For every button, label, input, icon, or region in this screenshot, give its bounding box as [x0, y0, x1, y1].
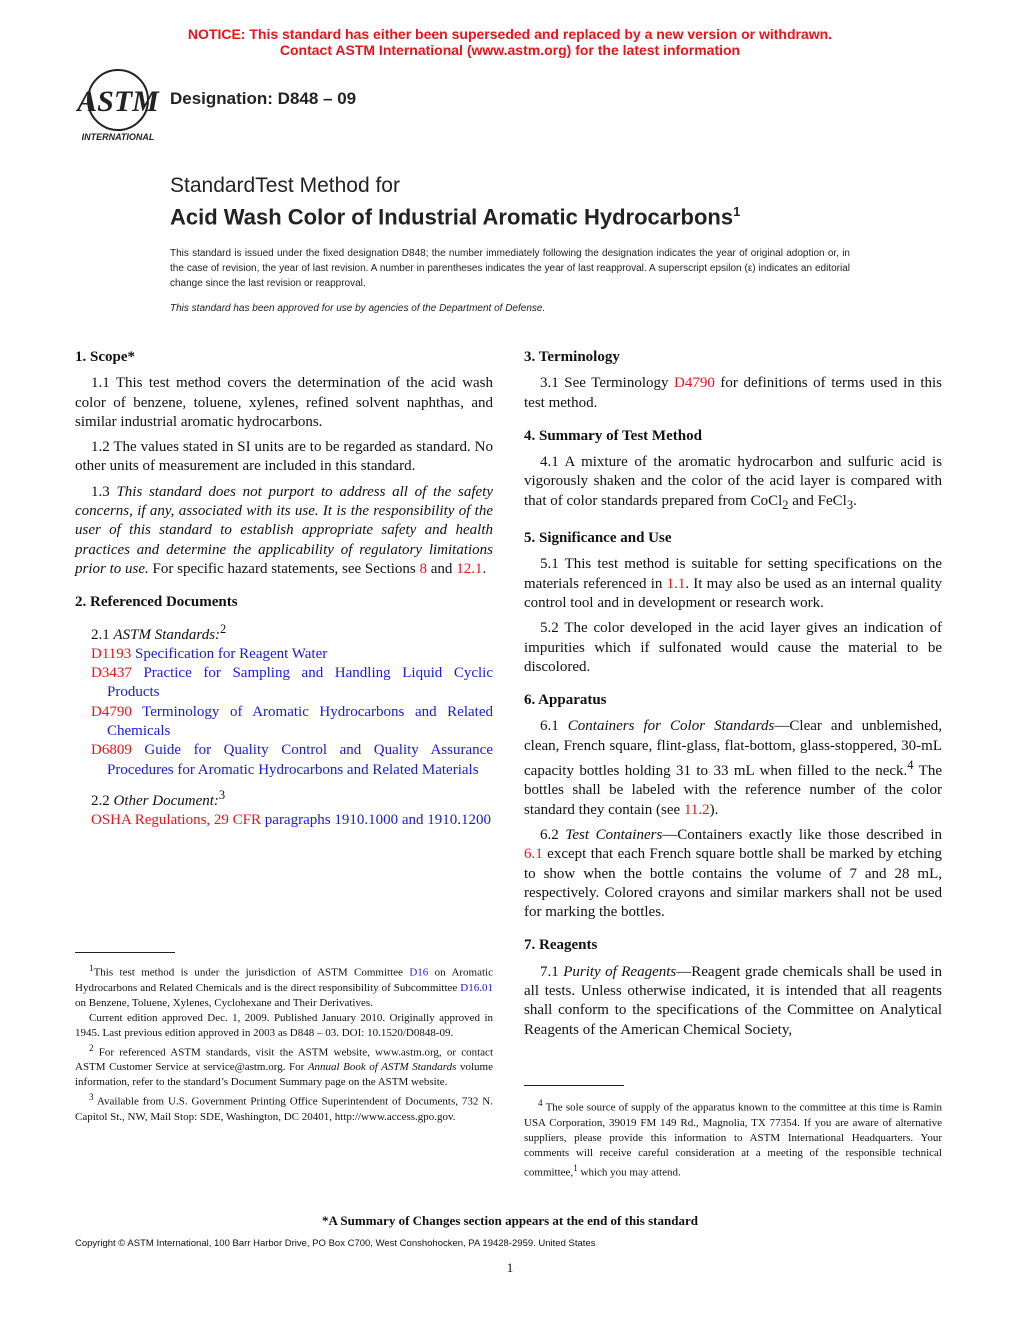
- text-run: Containers for Color Standards: [567, 718, 775, 735]
- paragraph-4-1: [524, 453, 942, 515]
- text-run: 5.2 The color developed in the acid layer gives an indication of impurities which if sulfonated would cause the material to be discolored.: [524, 620, 942, 675]
- text-run: Other Document:: [113, 792, 219, 809]
- text-run: ).: [709, 801, 719, 818]
- text-run: —Clear and unblemished, clean, French square, flint-glass, flat-bottom, glass-stoppered, 30-mL capacity bottles holding 31 to 33 mL when filled to the neck.: [524, 718, 943, 780]
- paragraph-2-2: [75, 786, 493, 811]
- text-run: 2.1: [91, 626, 114, 643]
- title-line-2: [170, 199, 740, 230]
- footnote-1-edition: [75, 1011, 493, 1041]
- section-heading: 2. Referenced Documents: [75, 594, 238, 611]
- cross-reference-link[interactable]: D16.01: [460, 981, 493, 994]
- issuance-note: This standard is issued under the fixed designation D848; the number immediately following the designation indicates the year of original adoption or, in the case of revision, the year of last revision. A number in parentheses indicates the year of last reapproval. A superscript epsilon (ε) indicates an editorial change since the last revision or reapproval.: [170, 248, 850, 289]
- designation: Designation: D848 – 09: [170, 89, 357, 108]
- text-run: For referenced ASTM standards, visit the ASTM website, www.astm.org, or contact ASTM Customer Service at service@astm.org. For: [75, 1046, 493, 1074]
- text-run: for definitions of terms used in this test method.: [524, 375, 942, 411]
- footnote-marker: 2: [220, 621, 227, 636]
- cross-reference-link[interactable]: Guide for Quality Control and Quality Assurance Procedures for Aromatic Hydrocarbons and Related Materials: [107, 742, 493, 778]
- cross-reference-link[interactable]: D4790: [674, 375, 715, 392]
- text-run: This standard does not purport to address all of the safety concerns, if any, associated with its use. It is the responsibility of the user of this standard to establish appropriate safety and health practices and determine the applicability of regulatory limitations prior to use.: [75, 483, 494, 577]
- text-run: ASTM Standards:: [113, 626, 221, 643]
- astm-logo: [76, 68, 160, 144]
- text-run: and FeCl: [788, 492, 847, 509]
- section-heading: 6. Apparatus: [524, 692, 607, 709]
- page-number: 1: [506, 1260, 514, 1275]
- section-heading: 7. Reagents: [524, 937, 598, 954]
- text-run: on Benzene, Toluene, Xylenes, Cyclohexane and Their Derivatives.: [75, 996, 373, 1009]
- text-run: Annual Book of ASTM Standards: [307, 1061, 457, 1074]
- footnote-marker: 1: [573, 1162, 578, 1173]
- paragraph-5-1: [524, 555, 942, 613]
- text-run: and: [427, 560, 457, 577]
- notice-line-1: NOTICE: This standard has either been superseded and replaced by a new version or withdrawn.: [187, 26, 833, 42]
- text-run: —Reagent grade chemicals shall be used in all tests. Unless otherwise indicated, it is intended that all reagents shall conform to the specifications of the Committee on Analytical Reagents of the American Chemical Society,: [524, 963, 943, 1038]
- cross-reference-link[interactable]: Practice for Sampling and Handling Liquid Cyclic Products: [107, 665, 493, 701]
- svg-text:ASTM: ASTM: [77, 85, 159, 118]
- paragraph-3-1: [524, 374, 942, 413]
- cross-reference-link[interactable]: Specification for Reagent Water: [131, 645, 328, 662]
- footnote-marker: 4: [907, 758, 914, 773]
- text-run: . It may also be used as an internal quality control tool and in development or research work.: [524, 575, 942, 611]
- section-heading: 4. Summary of Test Method: [524, 427, 702, 444]
- text-run: which you may attend.: [577, 1166, 681, 1179]
- cross-reference-link[interactable]: 11.2: [683, 801, 710, 818]
- footnote-marker: 3: [218, 787, 226, 802]
- text-run: Purity of Reagents: [563, 963, 677, 980]
- text-run: 1.3: [91, 483, 117, 500]
- text-run: 4.1 A mixture of the aromatic hydrocarbon and sulfuric acid is vigorously shaken and the color of the acid layer is compared with that of color standards prepared from CoCl: [524, 454, 942, 509]
- paragraph-1-3: [75, 483, 493, 579]
- cross-reference-link[interactable]: D4790: [91, 703, 132, 720]
- cross-reference-link[interactable]: D16: [409, 966, 429, 979]
- reference-item[interactable]: [91, 703, 493, 742]
- text-run: .: [853, 492, 857, 509]
- text-run: For specific hazard statements, see Sections: [148, 560, 420, 577]
- right-column: [524, 348, 942, 1046]
- paragraph-6-1: [524, 717, 942, 819]
- text-run: 1.2 The values stated in SI units are to be regarded as standard. No other units of measurement are included in this standard.: [75, 439, 493, 475]
- footnote-divider: [524, 1085, 624, 1086]
- paragraph-6-2: [524, 826, 942, 922]
- footnote-4: [524, 1096, 942, 1180]
- text-run: Available from U.S. Government Printing Office Superintendent of Documents, 732 N. Capitol St., NW, Mail Stop: SDE, Washington, DC 20401, http://www.access.gpo.gov.: [75, 1095, 493, 1123]
- superseded-notice: [0, 26, 1020, 58]
- section-heading: 5. Significance and Use: [524, 530, 672, 547]
- text-run: 6.2: [540, 826, 566, 843]
- text-run: The sole source of supply of the apparatus known to the committee at this time is Ramin USA Corporation, 39019 FM 149 Rd., Magnolia, TX 77354. If you are aware of alternative suppliers, please provide this information to ASTM International Headquarters. Your comments will receive careful consideration at a meeting of the responsible technical committee,: [524, 1101, 942, 1179]
- reference-item[interactable]: [91, 645, 493, 664]
- abstract: [170, 246, 850, 316]
- section-heading: 1. Scope*: [75, 349, 135, 365]
- paragraph-1-1: [75, 374, 493, 432]
- copyright: Copyright © ASTM International, 100 Barr Harbor Drive, PO Box C700, West Conshohocken, PA 19428-2959. United States: [75, 1238, 596, 1249]
- svg-text:INTERNATIONAL: INTERNATIONAL: [81, 132, 155, 142]
- text-run: on Aromatic Hydrocarbons and Related Chemicals and is the direct responsibility of Subcommittee: [75, 966, 493, 994]
- text-run: 2: [782, 497, 789, 512]
- text-run: 3.1 See Terminology: [540, 375, 675, 392]
- text-run: 3: [846, 497, 854, 512]
- text-run: This test method is under the jurisdiction of ASTM Committee: [93, 966, 410, 979]
- section-heading: 3. Terminology: [524, 349, 620, 365]
- cross-reference-link[interactable]: D6809: [91, 742, 132, 759]
- cross-reference-link[interactable]: paragraphs 1910.1000 and 1910.1200: [261, 812, 491, 829]
- footnote-2: [75, 1041, 493, 1091]
- reference-item[interactable]: [91, 741, 493, 780]
- title-main: Acid Wash Color of Industrial Aromatic Hydrocarbons: [170, 204, 734, 230]
- dod-approval-note: This standard has been approved for use by agencies of the Department of Defense.: [170, 303, 546, 314]
- title-footnote-ref: 1: [733, 204, 741, 219]
- text-run: volume information, refer to the standard’s Document Summary page on the ASTM website.: [75, 1061, 493, 1089]
- osha-reference[interactable]: [91, 811, 493, 830]
- cross-reference-link[interactable]: 1.1: [666, 575, 686, 592]
- text-run: —Containers exactly like those described in: [662, 826, 942, 843]
- footnote-marker: 4: [538, 1098, 543, 1108]
- title-line-1: StandardTest Method for: [170, 174, 400, 197]
- footnote-3: [75, 1090, 493, 1125]
- paragraph-1-2: [75, 438, 493, 477]
- footnote-divider: [75, 952, 175, 953]
- text-run: 5.1 This test method is suitable for setting specifications on the materials referenced in: [524, 556, 942, 592]
- summary-of-changes-note: *A Summary of Changes section appears at the end of this standard: [322, 1213, 698, 1228]
- footnote-marker: 1: [89, 963, 94, 973]
- footnotes-left: [75, 961, 493, 1125]
- text-run: 6.1: [540, 718, 568, 735]
- paragraph-5-2: [524, 619, 942, 677]
- cross-reference-link[interactable]: 6.1: [524, 846, 543, 863]
- text-run: The bottles shall be labeled with the reference number of the color standard they contain (see: [524, 763, 942, 818]
- cross-reference-link[interactable]: Terminology of Aromatic Hydrocarbons and Related Chemicals: [107, 703, 493, 740]
- cross-reference-link[interactable]: D3437: [91, 665, 132, 682]
- cross-reference-link[interactable]: 8: [419, 560, 428, 577]
- left-column: [75, 348, 493, 831]
- footnote-1: [75, 961, 493, 1011]
- text-run: except that each French square bottle shall be marked by etching to show when the bottle contains the volume of 7 and 28 mL, respectively. Colored crayons and similar markers shall not be used for marking the bottles.: [524, 846, 942, 921]
- text-run: 2.2: [91, 792, 114, 809]
- reference-item[interactable]: [91, 664, 493, 703]
- document-title: [170, 173, 740, 230]
- paragraph-7-1: [524, 963, 942, 1040]
- footnote-marker: 2: [89, 1042, 94, 1053]
- text-run: Current edition approved Dec. 1, 2009. Published January 2010. Originally approved in 1945. Last previous edition approved in 2003 as D848 – 03. DOI: 10.1520/D0848-09.: [75, 1011, 493, 1039]
- paragraph-2-1: [75, 620, 493, 645]
- text-run: 1.1 This test method covers the determination of the acid wash color of benzene, toluene, xylenes, refined solvent naphthas, and similar industrial aromatic hydrocarbons.: [75, 375, 493, 430]
- text-run: .: [482, 560, 487, 577]
- footnote-marker: 3: [89, 1092, 94, 1103]
- text-run: 7.1: [540, 963, 564, 980]
- cross-reference-link[interactable]: OSHA Regulations, 29 CFR: [91, 812, 262, 829]
- cross-reference-link[interactable]: 12.1: [456, 560, 483, 577]
- notice-line-2: Contact ASTM International (www.astm.org) for the latest information: [279, 42, 741, 58]
- cross-reference-link[interactable]: D1193: [91, 645, 132, 662]
- text-run: Test Containers: [565, 826, 663, 843]
- footnotes-right: [524, 1096, 942, 1180]
- reference-list: [75, 645, 493, 780]
